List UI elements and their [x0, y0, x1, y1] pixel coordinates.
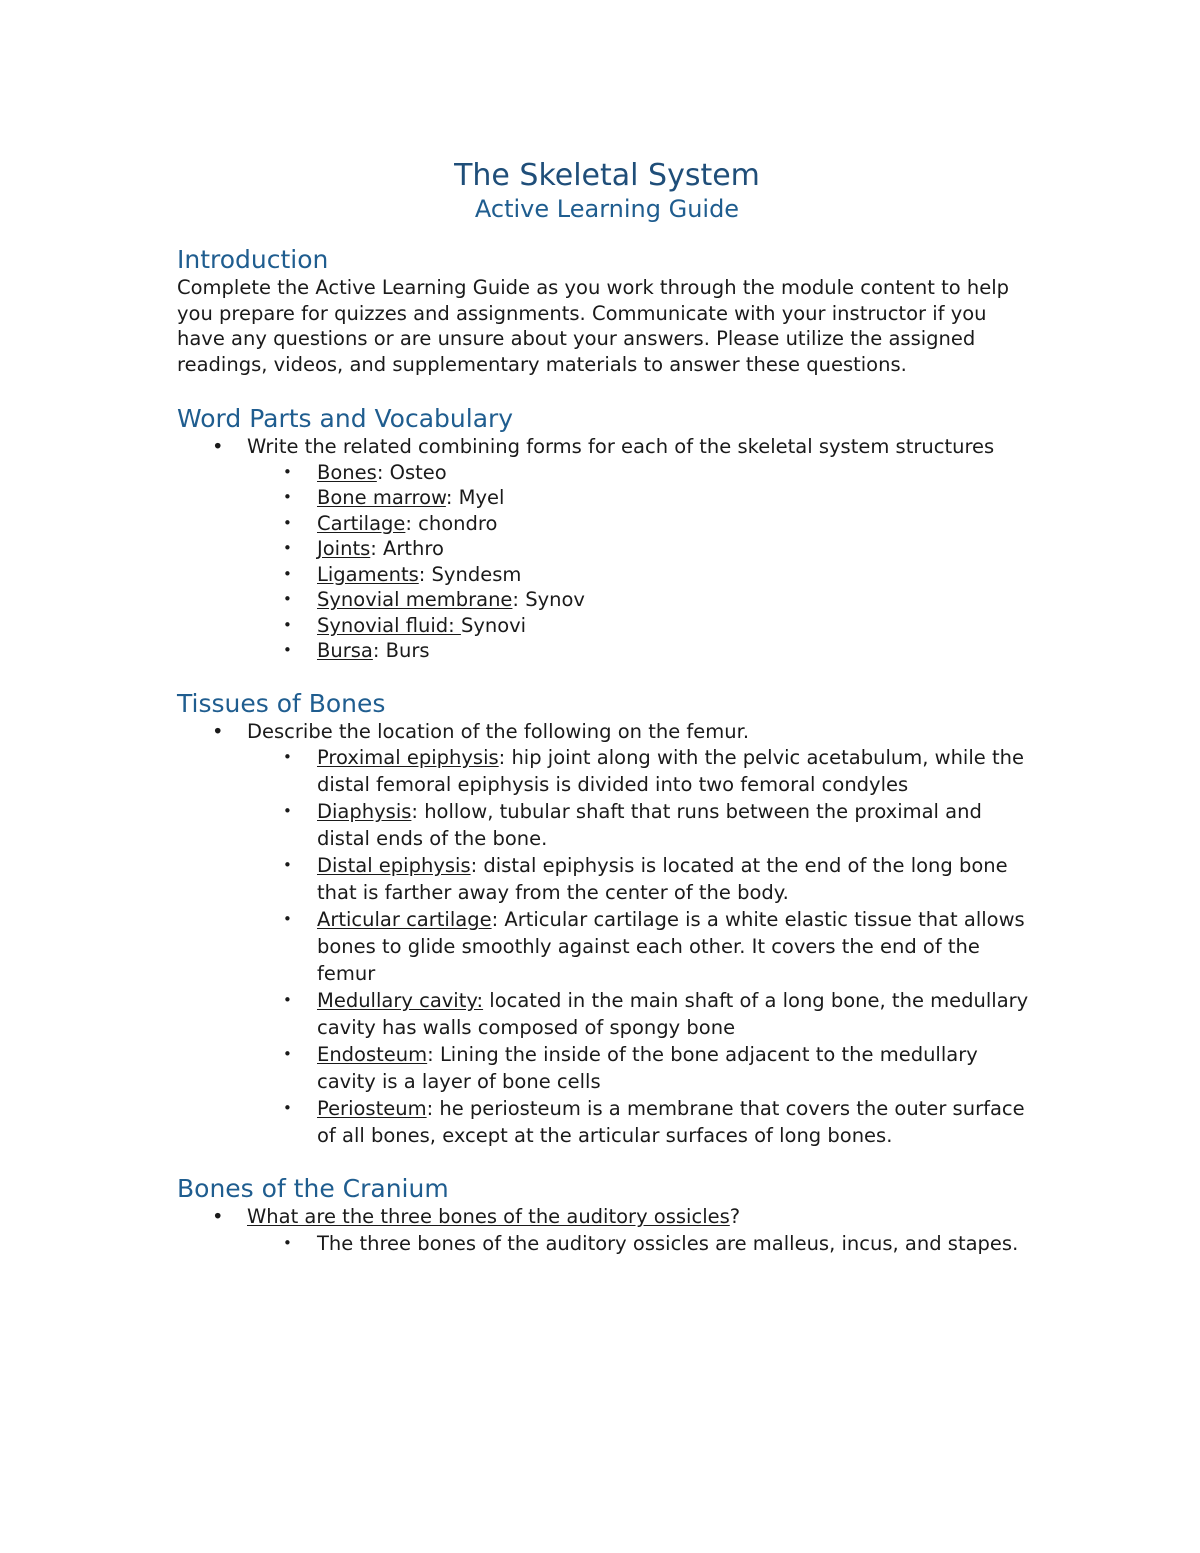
vocab-item — [247, 562, 1037, 588]
vocab-item — [247, 536, 1037, 562]
tissues-item — [247, 1095, 1037, 1149]
tissues-answer: Articular cartilage is a white elastic tissue that allows bones to glide smoothly against each other. It covers the end of the femur — [317, 908, 1025, 985]
tissues-term: Distal epiphysis — [317, 854, 471, 877]
cranium-question: What are the three bones of the auditory ossicles — [247, 1205, 730, 1228]
vocab-answer: Myel — [458, 486, 505, 509]
vocab-item — [247, 485, 1037, 511]
document-subtitle: Active Learning Guide — [474, 195, 740, 223]
tissues-answer: hollow, tubular shaft that runs between the proximal and distal ends of the bone. — [317, 800, 982, 850]
cranium-answer: The three bones of the auditory ossicles are malleus, incus, and stapes. — [317, 1231, 1019, 1255]
bullet-icon: • — [283, 641, 292, 659]
bullet-icon: • — [283, 748, 292, 766]
vocab-prompt-item — [177, 434, 1037, 664]
bullet-icon: • — [283, 564, 292, 583]
bullet-icon: • — [212, 719, 224, 743]
tissues-answer: hip joint along with the pelvic acetabulum, while the distal femoral epiphysis is divided into two femoral condyles — [317, 746, 1024, 796]
tissues-item — [247, 744, 1037, 798]
tissues-term: Medullary cavity: — [317, 989, 484, 1012]
bullet-icon: • — [212, 435, 224, 458]
tissues-term: Periosteum — [317, 1097, 427, 1120]
bullet-icon: • — [283, 1233, 292, 1252]
vocab-answer: Syndesm — [431, 562, 522, 586]
tissues-term: Proximal epiphysis — [317, 746, 499, 769]
bullet-icon: • — [283, 802, 292, 820]
vocab-separator: : — [512, 588, 526, 611]
bullet-icon: • — [283, 910, 292, 928]
vocab-separator: : — [372, 639, 386, 662]
tissues-list — [177, 719, 1037, 1150]
intro-paragraph: Complete the Active Learning Guide as you work through the module content to help you prepare for quizzes and assignments. Communicate with your instructor if you have any questions or are unsure about your answers. Please utilize the assigned readings, videos, and supplementary materials to answer these questions. — [177, 276, 1010, 376]
tissues-prompt: Describe the location of the following on the femur. — [247, 719, 750, 743]
bullet-icon: • — [283, 856, 292, 874]
tissues-item — [247, 987, 1037, 1041]
vocab-list — [177, 434, 1037, 664]
document-page — [177, 150, 1037, 1257]
cranium-sublist — [247, 1230, 1037, 1257]
tissues-separator: : — [411, 800, 425, 823]
tissues-separator: : — [426, 1097, 440, 1120]
bullet-icon: • — [283, 615, 292, 634]
tissues-answer: he periosteum is a membrane that covers the outer surface of all bones, except at the articular surfaces of long bones. — [317, 1097, 1025, 1147]
vocab-separator: : — [405, 511, 419, 535]
bullet-icon: • — [283, 462, 292, 481]
vocab-answer: chondro — [418, 511, 498, 535]
vocab-item — [247, 587, 1037, 613]
vocab-term: Ligaments — [317, 562, 419, 586]
tissues-item — [247, 906, 1037, 987]
bullet-icon: • — [283, 1045, 292, 1063]
vocab-sublist — [247, 460, 1037, 664]
vocab-term: Bone marrow — [317, 486, 446, 509]
heading-word-parts: Word Parts and Vocabulary — [177, 404, 514, 433]
bullet-icon: • — [283, 539, 292, 557]
tissues-term: Articular cartilage — [317, 908, 492, 931]
tissues-sublist — [247, 744, 1037, 1149]
tissues-item — [247, 798, 1037, 852]
vocab-answer: Synov — [525, 588, 585, 611]
cranium-question-item — [177, 1204, 1037, 1257]
vocab-term: Bursa — [317, 639, 373, 662]
heading-introduction: Introduction — [177, 245, 329, 274]
vocab-item — [247, 511, 1037, 537]
vocab-term: Synovial fluid: — [317, 613, 461, 637]
vocab-answer: Osteo — [389, 460, 447, 484]
vocab-separator: : — [418, 562, 432, 586]
bullet-icon: • — [283, 1099, 292, 1117]
tissues-separator: : — [427, 1043, 440, 1066]
bullet-icon: • — [283, 488, 292, 506]
heading-cranium: Bones of the Cranium — [177, 1174, 449, 1203]
cranium-question-mark: ? — [729, 1205, 741, 1228]
tissues-separator: : — [491, 908, 505, 931]
tissues-separator: : — [470, 854, 484, 877]
tissues-separator: : — [498, 746, 512, 769]
vocab-item — [247, 638, 1037, 664]
vocab-answer: Synovi — [460, 613, 527, 637]
tissues-term: Diaphysis — [317, 800, 412, 823]
tissues-answer: distal epiphysis is located at the end of the long bone that is farther away from the center of the body. — [317, 854, 1008, 904]
vocab-separator: : — [376, 460, 390, 484]
tissues-item — [247, 852, 1037, 906]
vocab-prompt: Write the related combining forms for each of the skeletal system structures — [247, 435, 995, 458]
vocab-separator: : — [445, 486, 459, 509]
tissues-prompt-item — [177, 719, 1037, 1150]
cranium-answer-item — [247, 1230, 1037, 1257]
vocab-term: Cartilage — [317, 511, 406, 535]
cranium-list — [177, 1204, 1037, 1257]
vocab-answer: Burs — [385, 639, 430, 662]
vocab-item — [247, 460, 1037, 486]
bullet-icon: • — [283, 991, 292, 1009]
heading-tissues: Tissues of Bones — [177, 688, 386, 718]
bullet-icon: • — [212, 1205, 224, 1228]
vocab-term: Joints — [317, 537, 371, 560]
bullet-icon: • — [283, 590, 292, 608]
tissues-answer: located in the main shaft of a long bone, the medullary cavity has walls composed of spongy bone — [317, 989, 1029, 1039]
vocab-separator: : — [370, 537, 384, 560]
vocab-term: Synovial membrane — [317, 588, 513, 611]
tissues-term: Endosteum — [317, 1043, 428, 1066]
vocab-answer: Arthro — [383, 537, 444, 560]
document-title: The Skeletal System — [454, 158, 760, 193]
tissues-answer: Lining the inside of the bone adjacent to the medullary cavity is a layer of bone cells — [317, 1043, 978, 1093]
vocab-term: Bones — [317, 460, 377, 484]
tissues-item — [247, 1041, 1037, 1095]
bullet-icon: • — [283, 513, 292, 532]
vocab-item — [247, 613, 1037, 639]
